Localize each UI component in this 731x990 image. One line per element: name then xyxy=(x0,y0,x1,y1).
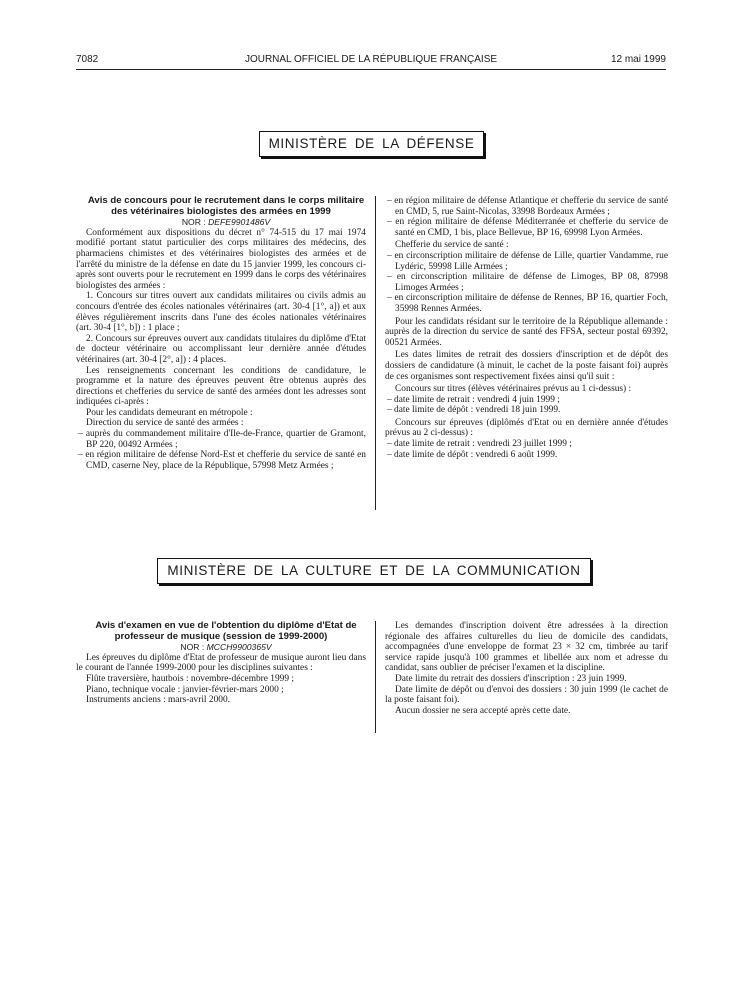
paragraph: Chefferie du service de santé : xyxy=(395,240,509,251)
defense-right-column xyxy=(385,196,668,460)
culture-right-column xyxy=(385,621,668,716)
paragraph: Pour les candidats demeurant en métropole : xyxy=(86,407,253,418)
deadline-item: – date limite de retrait : vendredi 4 juin 1999 ; xyxy=(385,395,668,406)
ministry-heading-defense: MINISTÈRE DE LA DÉFENSE xyxy=(259,131,484,157)
defense-left-column xyxy=(76,196,366,471)
paragraph: Aucun dossier ne sera accepté après cette date. xyxy=(395,705,571,716)
deadline-item: – date limite de dépôt : vendredi 6 août 1999. xyxy=(385,450,668,461)
address-item: – en région militaire de défense Méditerranée et chefferie du service de santé en CMD, 1 bis, place Bellevue, BP 16, 69998 Lyon Armées. xyxy=(385,217,668,238)
paragraph: 2. Concours sur épreuves ouvert aux candidats titulaires du diplôme d'Etat de docteur vétérinaire ou accomplissant leur dernière année d'études vétérinaires (art. 30-4 [2°, a]) : 4 places. xyxy=(76,333,366,365)
discipline-item: Piano, technique vocale : janvier-février-mars 2000 ; xyxy=(86,684,284,695)
column-divider xyxy=(375,621,376,733)
paragraph: Pour les candidats résidant sur le territoire de la République allemande : auprès de la direction du service de santé des FFSA, secteur postal 69392, 00521 Armées. xyxy=(385,316,668,348)
discipline-item: Instruments anciens : mars-avril 2000. xyxy=(86,695,230,706)
address-item: – en circonscription militaire de défense de Rennes, BP 16, quartier Foch, 35998 Rennes Armées. xyxy=(385,293,668,314)
paragraph: Direction du service de santé des armées : xyxy=(86,418,244,429)
nor-code: DEFE9901486V xyxy=(208,217,271,228)
notice-title-culture: Avis d'examen en vue de l'obtention du diplôme d'Etat de professeur de musique (session de 1999-2000) xyxy=(95,620,357,642)
address-item: – en région militaire de défense Nord-Est et chefferie du service de santé en CMD, caserne Ney, place de la République, 57998 Metz Armées ; xyxy=(76,450,366,471)
address-item: – auprès du commandement militaire d'Ile-de-France, quartier de Gramont, BP 220, 00492 Armées ; xyxy=(76,429,366,450)
nor-reference xyxy=(76,642,366,653)
paragraph: Concours sur épreuves (diplômés d'Etat ou en dernière année d'études prévus au 2 ci-dessus) : xyxy=(385,417,668,439)
paragraph: Date limite du retrait des dossiers d'inscription : 23 juin 1999. xyxy=(395,673,627,684)
paragraph: Date limite de dépôt ou d'envoi des dossiers : 30 juin 1999 (le cachet de la poste faisant foi). xyxy=(385,684,668,706)
paragraph: Les renseignements concernant les conditions de candidature, le programme et la nature des épreuves peuvent être obtenus auprès des directions et chefferies du service de santé des armées dont les adresses sont indiquées ci-après : xyxy=(76,365,366,408)
discipline-item: Flûte traversière, hautbois : novembre-décembre 1999 ; xyxy=(86,673,295,684)
journal-title: JOURNAL OFFICIEL DE LA RÉPUBLIQUE FRANÇAISE xyxy=(244,54,498,65)
paragraph: Les dates limites de retrait des dossiers d'inscription et de dépôt des dossiers de candidature (à minuit, le cachet de la poste faisant foi) auprès de ces organismes sont respectivement fixées ainsi qu'il suit : xyxy=(385,350,668,382)
paragraph: Conformément aux dispositions du décret n° 74-515 du 17 mai 1974 modifié portant statut particulier des corps militaires des médecins, des pharmaciens chimistes et des vétérinaires biologistes des armées et de l'arrêté du ministre de la défense en date du 15 janvier 1999, les concours ci-après sont ouverts pour le recrutement en 1999 dans le corps des vétérinaires biologistes des armées : xyxy=(76,227,366,291)
page-number: 7082 xyxy=(76,54,99,65)
nor-reference xyxy=(76,217,366,228)
nor-label: NOR : xyxy=(180,642,205,653)
deadline-item: – date limite de retrait : vendredi 23 juillet 1999 ; xyxy=(385,439,668,450)
address-item: – en circonscription militaire de défense de Lille, quartier Vandamme, rue Lydéric, 59998 Lille Armées ; xyxy=(385,251,668,272)
paragraph: Concours sur titres (élèves vétérinaires prévus au 1 ci-dessus) : xyxy=(395,384,632,395)
paragraph: Les demandes d'inscription doivent être adressées à la direction régionale des affaires culturelles du lieu de domicile des candidats, accompagnées d'une enveloppe de format 23 × 32 cm, timbrée au tarif service rapide jusqu'à 100 grammes et libellée aux nom et adresse du candidat, sans oublier de préciser l'examen et la discipline. xyxy=(385,621,668,674)
running-header xyxy=(76,54,666,68)
header-rule xyxy=(76,69,666,70)
paragraph: 1. Concours sur titres ouvert aux candidats militaires ou civils admis au concours d'entrée des écoles nationales vétérinaires (art. 30-4 [1°, a]) et aux élèves régulièrement inscrits dans l'une des écoles nationales vétérinaires (art. 30-4 [1°, b]) : 1 place ; xyxy=(76,291,366,334)
deadline-item: – date limite de dépôt : vendredi 18 juin 1999. xyxy=(385,405,668,416)
issue-date: 12 mai 1999 xyxy=(610,54,666,65)
notice-title-defense: Avis de concours pour le recrutement dans le corps militaire des vétérinaires biologistes des armées en 1999 xyxy=(87,195,365,217)
culture-left-column xyxy=(76,621,366,706)
ministry-heading-culture: MINISTÈRE DE LA CULTURE ET DE LA COMMUNICATION xyxy=(157,558,591,584)
paragraph: Les épreuves du diplôme d'Etat de professeur de musique auront lieu dans le courant de l'année 1999-2000 pour les disciplines suivantes : xyxy=(76,652,366,674)
address-item: – en circonscription militaire de défense de Limoges, BP 08, 87998 Limoges Armées ; xyxy=(385,272,668,293)
nor-label: NOR : xyxy=(181,217,206,228)
address-item: – en région militaire de défense Atlantique et chefferie du service de santé en CMD, 5, rue Saint-Nicolas, 33998 Bordeaux Armées ; xyxy=(385,196,668,217)
column-divider xyxy=(375,196,376,510)
nor-code: MCCH9900365V xyxy=(206,642,272,653)
